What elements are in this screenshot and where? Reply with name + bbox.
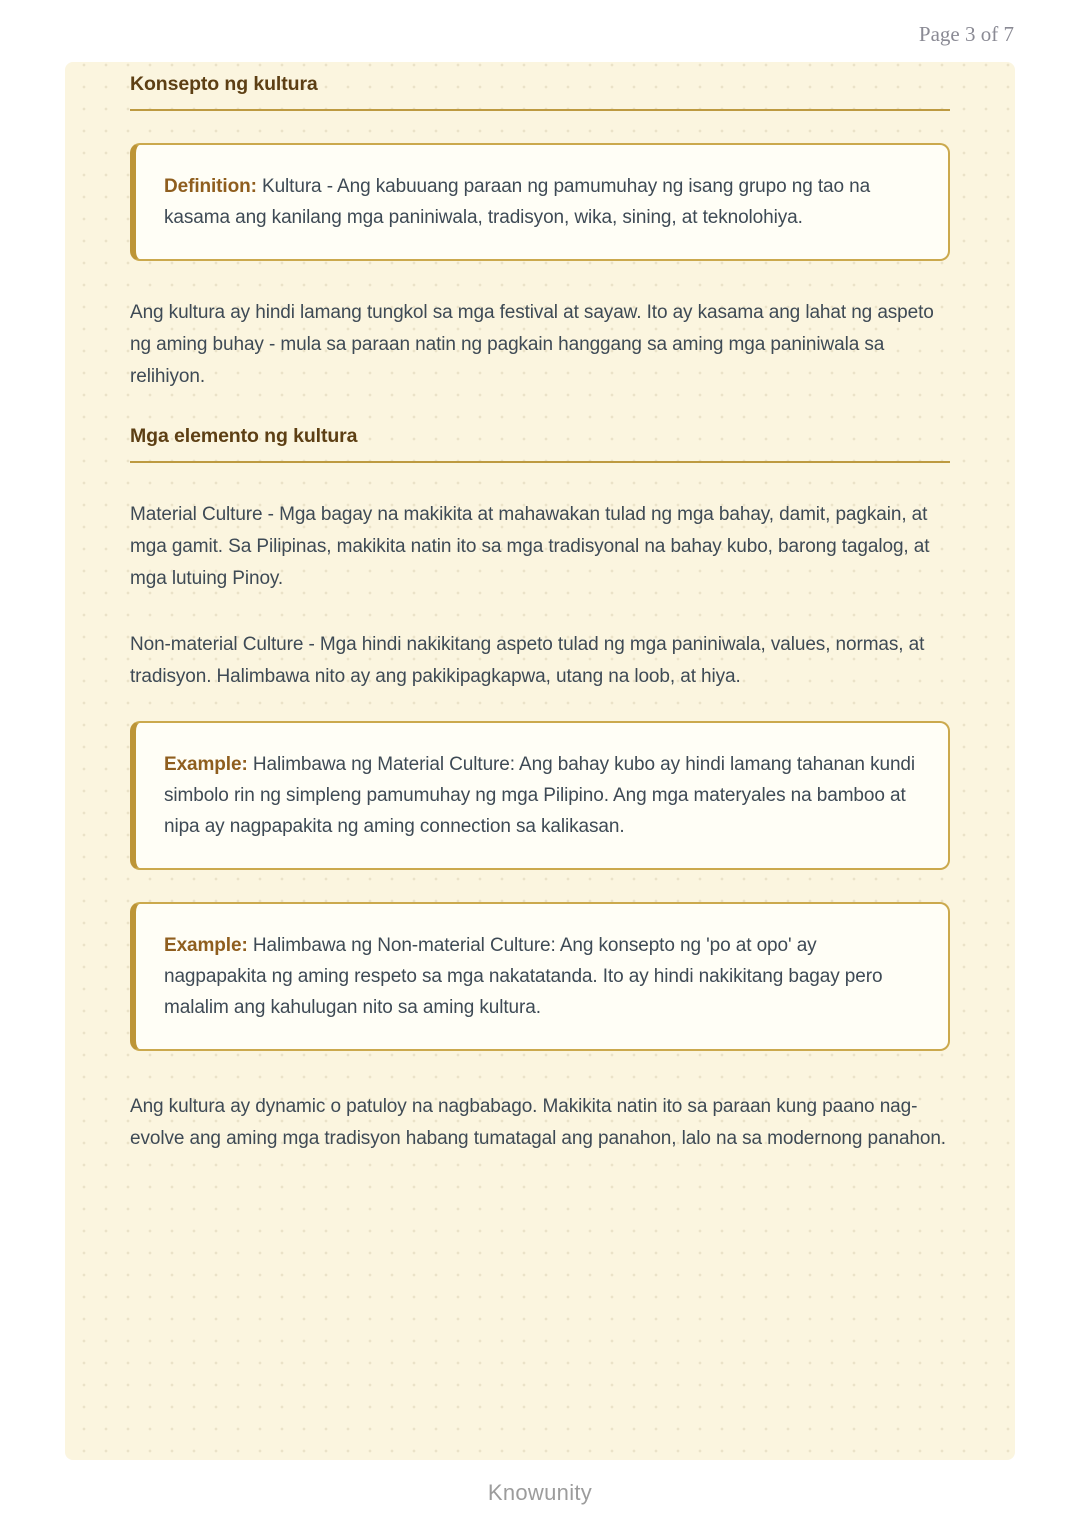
footer-brand-knowunity: Knowunity (487, 1480, 593, 1505)
example-callout-box-non-material (130, 902, 950, 1051)
paragraph-material-culture: Material Culture - Mga bagay na makikita at mahawakan tulad ng mga bahay, damit, pagkain, at mga gamit. Sa Pilipinas, makikita natin ito sa mga tradisyonal na bahay kubo, barong tagalog, at mga lutuing Pinoy. (130, 504, 930, 589)
example-label: Example: (164, 754, 253, 775)
paragraph-kultura-dynamic: Ang kultura ay dynamic o patuloy na nagbabago. Makikita natin ito sa paraan kung paano nag-evolve ang aming mga tradisyon habang tumatagal ang panahon, lalo na sa modernong panahon. (130, 1096, 946, 1149)
definition-callout-box (130, 143, 950, 261)
example-text-non-material: Halimbawa ng Non-material Culture: Ang konsepto ng 'po at opo' ay nagpapakita ng aming respeto sa mga nakatatanda. Ito ay hindi nakikitang bagay pero malalim ang kahulugan nito sa aming kultura. (164, 935, 883, 1018)
example-callout-box-material (130, 721, 950, 870)
definition-label: Definition: (164, 176, 263, 197)
section-heading-mga-elemento-ng-kultura: Mga elemento ng kultura (130, 425, 950, 463)
example-text-material: Halimbawa ng Material Culture: Ang bahay kubo ay hindi lamang tahanan kundi simbolo rin ng simpleng pamumuhay ng mga Pilipino. Ang mga materyales na bamboo at nipa ay nagpapakita ng aming connection sa kalikasan. (164, 754, 915, 837)
example-label: Example: (164, 935, 253, 956)
page-indicator: Page 3 of 7 (918, 22, 1014, 46)
paragraph-non-material-culture: Non-material Culture - Mga hindi nakikitang aspeto tulad ng mga paniniwala, values, normas, at tradisyon. Halimbawa nito ay ang pakikipagkapwa, utang na loob, at hiya. (130, 634, 925, 687)
section-heading-konsepto-ng-kultura: Konsepto ng kultura (130, 73, 950, 111)
definition-text: Kultura - Ang kabuuang paraan ng pamumuhay ng isang grupo ng tao na kasama ang kanilang mga paniniwala, tradisyon, wika, sining, at teknolohiya. (164, 176, 871, 228)
paragraph-kultura-overview: Ang kultura ay hindi lamang tungkol sa mga festival at sayaw. Ito ay kasama ang lahat ng aspeto ng aming buhay - mula sa paraan natin ng pagkain hanggang sa aming mga paniniwala sa relihiyon. (130, 302, 934, 387)
notes-content-panel (65, 62, 1015, 1460)
